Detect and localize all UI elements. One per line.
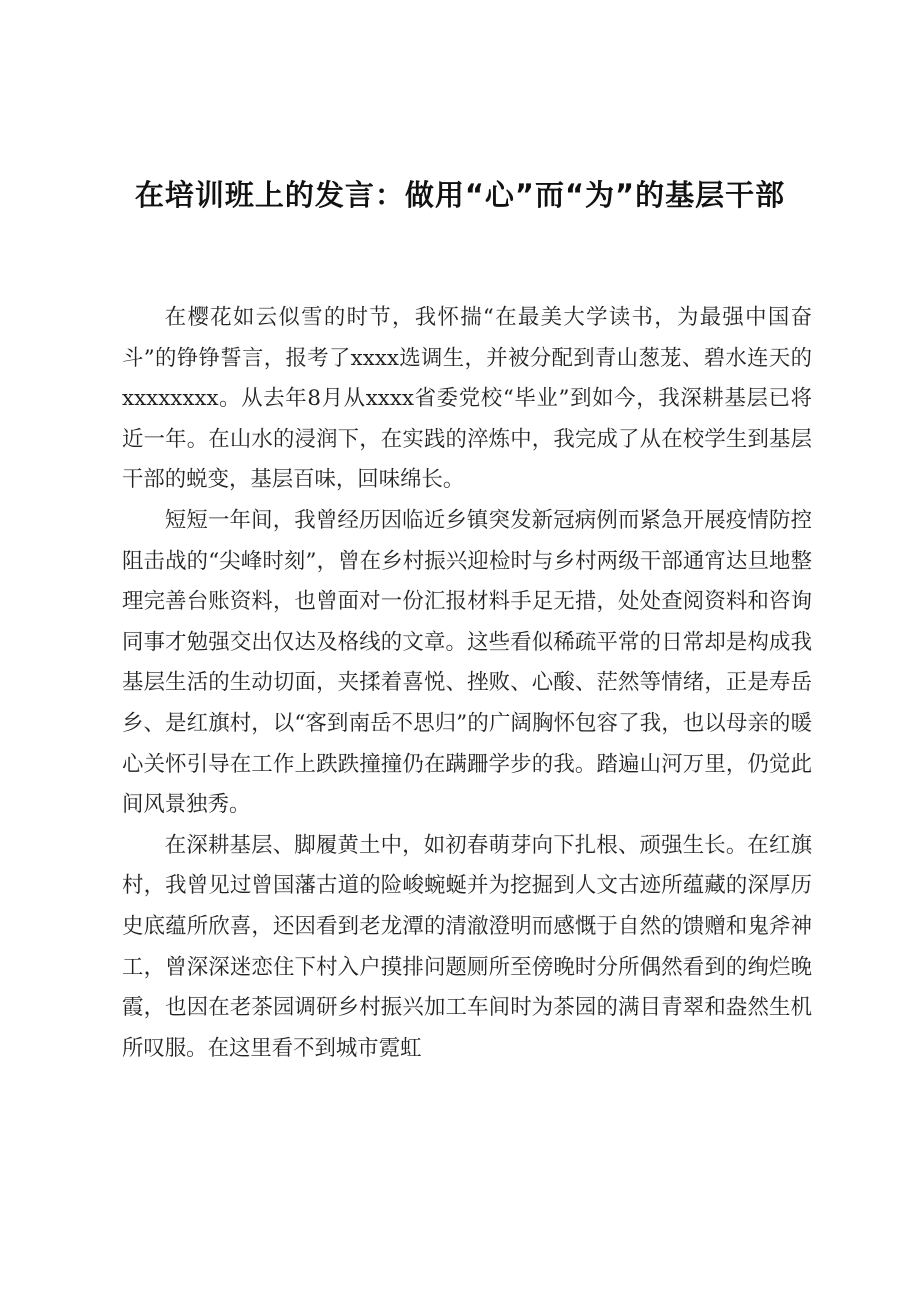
document-title: 在培训班上的发言：做用“心”而“为”的基层干部 (134, 178, 786, 212)
paragraph: 在樱花如云似雪的时节，我怀揣“在最美大学读书，为最强中国奋斗”的铮铮誓言，报考了xxxx选调生，并被分配到青山葱茏、碧水连天的xxxxxxxx。从去年8月从xxxx省委党校“毕业”到如今，我深耕基层已将近一年。在山水的浸润下，在实践的淬炼中，我完成了从在校学生到基层干部的蜕变，基层百味，回味绵长。 (122, 305, 812, 493)
document-body (122, 298, 812, 1069)
paragraph: 在深耕基层、脚履黄土中，如初春萌芽向下扎根、顽强生长。在红旗村，我曾见过曾国藩古道的险峻蜿蜒并为挖掘到人文古迹所蕴藏的深厚历史底蕴所欣喜，还因看到老龙潭的清澈澄明而感慨于自然的馈赠和鬼斧神工，曾深深迷恋住下村入户摸排问题厕所至傍晚时分所偶然看到的绚烂晚霞，也因在老茶园调研乡村振兴加工车间时为茶园的满目青翠和盎然生机所叹服。在这里看不到城市霓虹 (122, 832, 812, 1061)
paragraph: 短短一年间，我曾经历因临近乡镇突发新冠病例而紧急开展疫情防控阻击战的“尖峰时刻”，曾在乡村振兴迎检时与乡村两级干部通宵达旦地整理完善台账资料，也曾面对一份汇报材料手足无措，处处查阅资料和咨询同事才勉强交出仅达及格线的文章。这些看似稀疏平常的日常却是构成我基层生活的生动切面，夹揉着喜悦、挫败、心酸、茫然等情绪，正是寿岳乡、是红旗村，以“客到南岳不思归”的广阔胸怀包容了我，也以母亲的暖心关怀引导在工作上跌跌撞撞仍在蹒跚学步的我。踏遍山河万里，仍觉此间风景独秀。 (122, 507, 812, 818)
